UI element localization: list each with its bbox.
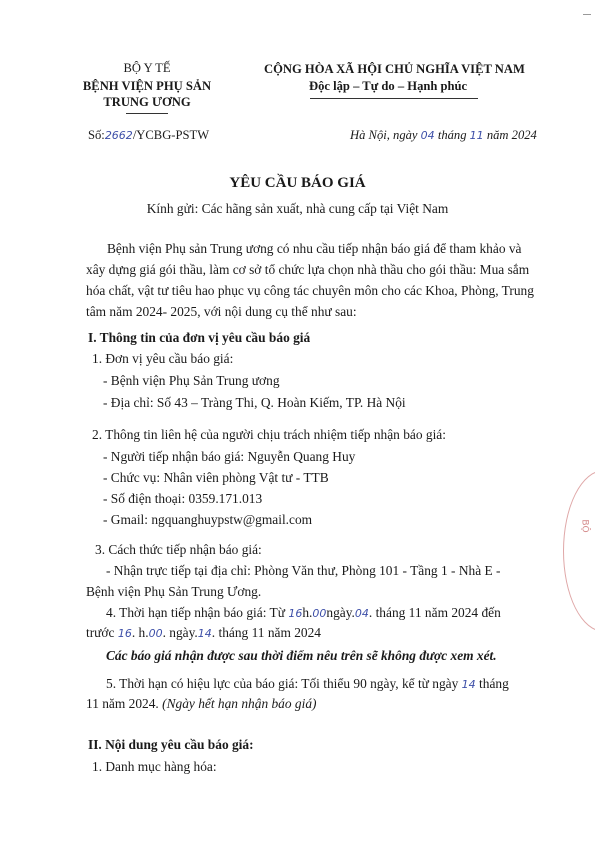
document-number-prefix: Số: bbox=[88, 128, 105, 142]
section1-item2-line2: - Chức vụ: Nhân viên phòng Vật tư - TTB bbox=[103, 470, 329, 485]
date-year: năm 2024 bbox=[486, 128, 537, 142]
deadline-notice: Các báo giá nhận được sau thời điểm nêu trên sẽ không được xem xét. bbox=[106, 648, 497, 663]
item4-to-hour: 16 bbox=[117, 627, 132, 640]
date-month-handwritten: 11 bbox=[469, 129, 484, 142]
section1-item3-line2: Bệnh viện Phụ Sản Trung Ương. bbox=[86, 584, 262, 599]
item4-text-3: ngày. bbox=[326, 605, 355, 620]
header-right-underline bbox=[310, 98, 478, 99]
section1-item2-line1: - Người tiếp nhận báo giá: Nguyễn Quang Huy bbox=[103, 449, 356, 464]
document-date bbox=[350, 128, 537, 143]
item5-text-1: 5. Thời hạn có hiệu lực của báo giá: Tối thiểu 90 ngày, kể từ ngày bbox=[106, 676, 459, 691]
document-title: YÊU CẦU BÁO GIÁ bbox=[229, 175, 366, 191]
recipient-line: Kính gửi: Các hãng sản xuất, nhà cung cấp tại Việt Nam bbox=[146, 201, 449, 216]
section1-item2-line3: - Số điện thoại: 0359.171.013 bbox=[103, 491, 263, 506]
official-stamp-seal bbox=[563, 470, 595, 632]
item4-text-5: trước bbox=[86, 625, 115, 640]
item4-from-hour: 16 bbox=[288, 607, 303, 620]
section2-heading: II. Nội dung yêu cầu báo giá: bbox=[88, 737, 254, 752]
item4-text-4: . tháng 11 năm 2024 đến bbox=[368, 605, 501, 620]
document-number-suffix: /YCBG-PSTW bbox=[132, 128, 210, 142]
item5-day-handwritten: 14 bbox=[461, 678, 476, 691]
ministry-name: BỘ Y TẾ bbox=[123, 61, 171, 75]
item4-text-2: h. bbox=[302, 605, 313, 620]
corner-mark bbox=[583, 14, 591, 15]
republic-title: CỘNG HÒA XÃ HỘI CHỦ NGHĨA VIỆT NAM bbox=[264, 62, 525, 76]
item5-date: 11 năm 2024. bbox=[86, 696, 159, 711]
item4-text-8: . tháng 11 năm 2024 bbox=[211, 625, 321, 640]
section1-item3-line1: - Nhận trực tiếp tại địa chỉ: Phòng Văn thư, Phòng 101 - Tầng 1 - Nhà E - bbox=[106, 563, 501, 578]
intro-line-1: Bệnh viện Phụ sản Trung ương có nhu cầu tiếp nhận báo giá để tham khảo và bbox=[107, 241, 522, 256]
item4-text-7: . ngày. bbox=[162, 625, 198, 640]
intro-line-3: hóa chất, vật tư tiêu hao phục vụ công tác chuyên môn cho các Khoa, Phòng, Trung bbox=[86, 283, 534, 298]
section1-item4-line2 bbox=[86, 625, 321, 641]
section1-item5-line1 bbox=[106, 676, 509, 692]
section1-item1-line2: - Địa chỉ: Số 43 – Tràng Thi, Q. Hoàn Kiếm, TP. Hà Nội bbox=[103, 395, 406, 410]
section1-item1-line1: - Bệnh viện Phụ Sản Trung ương bbox=[103, 373, 280, 388]
hospital-name-line2: TRUNG ƯƠNG bbox=[103, 95, 191, 109]
intro-line-2: xây dựng giá gói thầu, làm cơ sở tổ chức lựa chọn nhà thầu cho gói thầu: Mua sắm bbox=[86, 262, 530, 277]
section1-item2-line4: - Gmail: ngquanghuypstw@gmail.com bbox=[103, 512, 313, 527]
item4-text-1: 4. Thời hạn tiếp nhận báo giá: Từ bbox=[106, 605, 285, 620]
section1-heading: I. Thông tin của đơn vị yêu cầu báo giá bbox=[88, 330, 311, 345]
item4-text-6: . h. bbox=[131, 625, 149, 640]
header-left-underline bbox=[126, 113, 168, 114]
section2-item1-label: 1. Danh mục hàng hóa: bbox=[92, 759, 217, 774]
intro-line-4: tâm năm 2024- 2025, với nội dung cụ thể như sau: bbox=[86, 304, 357, 319]
date-month-label: tháng bbox=[437, 128, 467, 142]
section1-item2-label: 2. Thông tin liên hệ của người chịu trách nhiệm tiếp nhận báo giá: bbox=[92, 427, 446, 442]
item5-text-2: tháng bbox=[479, 676, 509, 691]
hospital-name-line1: BỆNH VIỆN PHỤ SẢN bbox=[82, 79, 212, 93]
document-number-handwritten: 2662 bbox=[104, 129, 133, 142]
item4-to-minute: 00 bbox=[148, 627, 163, 640]
item5-note: (Ngày hết hạn nhận báo giá) bbox=[162, 696, 317, 711]
item4-to-day: 14 bbox=[197, 627, 212, 640]
document-number bbox=[88, 128, 209, 143]
item4-from-day: 04 bbox=[354, 607, 369, 620]
date-prefix: Hà Nội, ngày bbox=[350, 128, 418, 142]
section1-item3-label: 3. Cách thức tiếp nhận báo giá: bbox=[95, 542, 262, 557]
section1-item1-label: 1. Đơn vị yêu cầu báo giá: bbox=[92, 351, 234, 366]
national-motto: Độc lập – Tự do – Hạnh phúc bbox=[309, 79, 468, 93]
section1-item4-line1 bbox=[106, 605, 501, 621]
date-day-handwritten: 04 bbox=[420, 129, 435, 142]
section1-item5-line2 bbox=[86, 696, 317, 712]
item4-from-minute: 00 bbox=[312, 607, 327, 620]
stamp-text: BỘ bbox=[579, 519, 590, 533]
